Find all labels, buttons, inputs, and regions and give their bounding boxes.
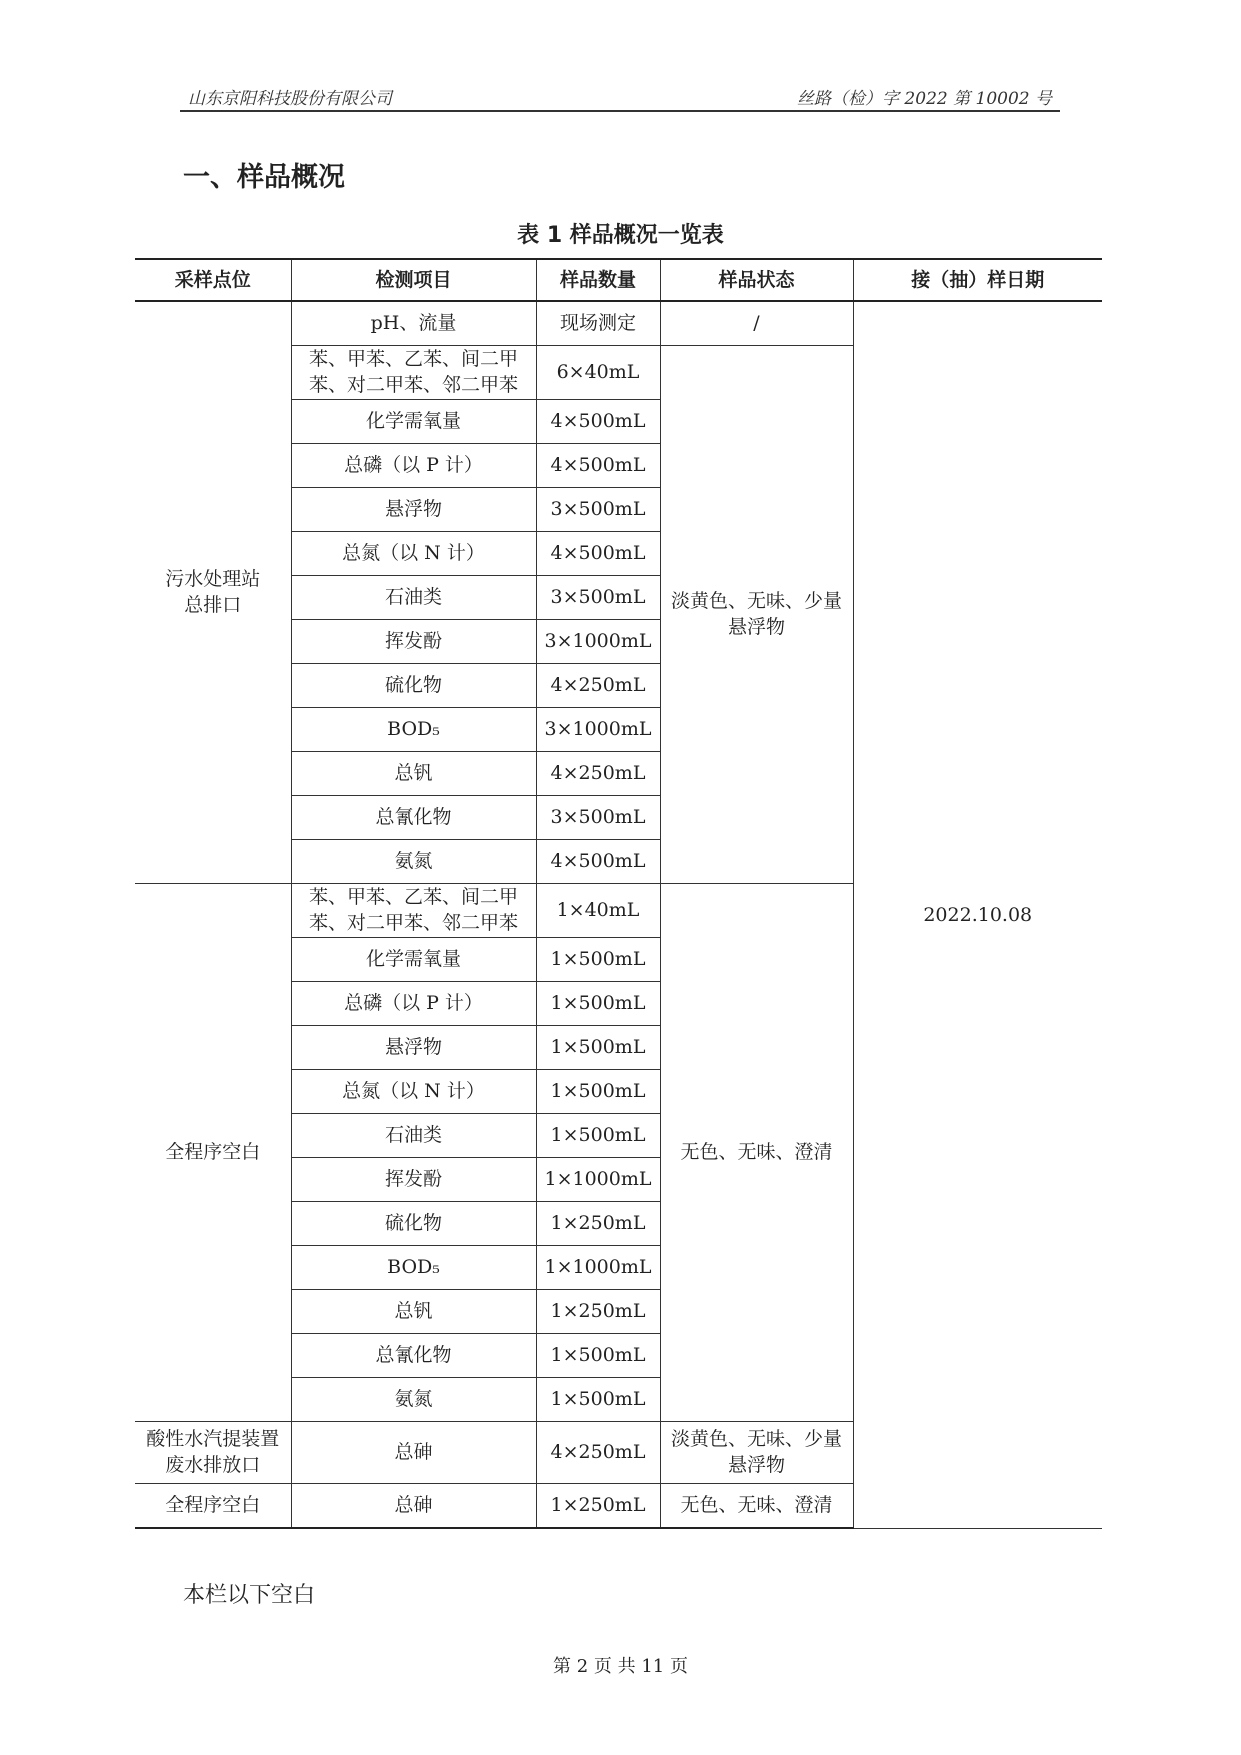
qty-cell: 1×250mL	[536, 1483, 660, 1528]
item-cell: 总钒	[291, 751, 536, 795]
item-cell: 氨氮	[291, 839, 536, 883]
blank-below-note: 本栏以下空白	[183, 1583, 316, 1608]
item-cell: 总磷（以 P 计）	[291, 443, 536, 487]
date-cell: 2022.10.08	[853, 301, 1102, 1528]
item-cell: 悬浮物	[291, 1025, 536, 1069]
item-cell: 氨氮	[291, 1377, 536, 1421]
col-header-site: 采样点位	[135, 259, 291, 301]
qty-cell: 1×250mL	[536, 1289, 660, 1333]
item-cell: 挥发酚	[291, 1157, 536, 1201]
qty-cell: 4×250mL	[536, 663, 660, 707]
qty-cell: 4×250mL	[536, 751, 660, 795]
page-header	[180, 78, 1060, 112]
state-cell: 淡黄色、无味、少量悬浮物	[660, 1421, 853, 1483]
qty-cell: 3×500mL	[536, 575, 660, 619]
document-number: 丝路（检）字 2022 第 10002 号	[797, 89, 1052, 109]
item-cell: 挥发酚	[291, 619, 536, 663]
qty-cell: 4×500mL	[536, 531, 660, 575]
item-cell: 总氰化物	[291, 1333, 536, 1377]
qty-cell: 4×250mL	[536, 1421, 660, 1483]
table-row	[135, 301, 1102, 345]
item-cell: 总磷（以 P 计）	[291, 981, 536, 1025]
item-cell: 总砷	[291, 1483, 536, 1528]
item-cell: 总钒	[291, 1289, 536, 1333]
col-header-item: 检测项目	[291, 259, 536, 301]
item-cell: 化学需氧量	[291, 937, 536, 981]
item-cell: 化学需氧量	[291, 399, 536, 443]
table-header-row	[135, 259, 1102, 301]
qty-cell: 3×1000mL	[536, 619, 660, 663]
item-cell: 苯、甲苯、乙苯、间二甲苯、对二甲苯、邻二甲苯	[291, 883, 536, 937]
qty-cell: 1×500mL	[536, 1069, 660, 1113]
qty-cell: 4×500mL	[536, 839, 660, 883]
col-header-state: 样品状态	[660, 259, 853, 301]
qty-cell: 1×500mL	[536, 1025, 660, 1069]
item-cell: 硫化物	[291, 663, 536, 707]
state-cell: 淡黄色、无味、少量悬浮物	[660, 345, 853, 883]
item-cell: 悬浮物	[291, 487, 536, 531]
qty-cell: 1×1000mL	[536, 1157, 660, 1201]
qty-cell: 6×40mL	[536, 345, 660, 399]
item-cell: 总氮（以 N 计）	[291, 531, 536, 575]
item-cell: BOD₅	[291, 1245, 536, 1289]
qty-cell: 1×500mL	[536, 937, 660, 981]
state-cell: 无色、无味、澄清	[660, 883, 853, 1421]
state-cell: /	[660, 301, 853, 345]
qty-cell: 1×500mL	[536, 1113, 660, 1157]
qty-cell: 现场测定	[536, 301, 660, 345]
col-header-date: 接（抽）样日期	[853, 259, 1102, 301]
qty-cell: 3×500mL	[536, 795, 660, 839]
site-cell: 污水处理站 总排口	[135, 301, 291, 883]
qty-cell: 4×500mL	[536, 443, 660, 487]
item-cell: pH、流量	[291, 301, 536, 345]
qty-cell: 1×500mL	[536, 981, 660, 1025]
site-cell: 酸性水汽提装置废水排放口	[135, 1421, 291, 1483]
item-cell: 总砷	[291, 1421, 536, 1483]
sample-overview-table	[135, 258, 1102, 1529]
item-cell: 石油类	[291, 1113, 536, 1157]
item-cell: 硫化物	[291, 1201, 536, 1245]
item-cell: 苯、甲苯、乙苯、间二甲苯、对二甲苯、邻二甲苯	[291, 345, 536, 399]
item-cell: 总氰化物	[291, 795, 536, 839]
col-header-qty: 样品数量	[536, 259, 660, 301]
qty-cell: 1×500mL	[536, 1377, 660, 1421]
qty-cell: 1×1000mL	[536, 1245, 660, 1289]
table-title: 表 1 样品概况一览表	[517, 223, 724, 248]
qty-cell: 3×500mL	[536, 487, 660, 531]
qty-cell: 3×1000mL	[536, 707, 660, 751]
qty-cell: 1×40mL	[536, 883, 660, 937]
qty-cell: 1×250mL	[536, 1201, 660, 1245]
qty-cell: 1×500mL	[536, 1333, 660, 1377]
section-title: 一、样品概况	[183, 162, 345, 193]
qty-cell: 4×500mL	[536, 399, 660, 443]
item-cell: 石油类	[291, 575, 536, 619]
page-footer: 第 2 页 共 11 页	[553, 1656, 688, 1677]
state-cell: 无色、无味、澄清	[660, 1483, 853, 1528]
site-cell: 全程序空白	[135, 1483, 291, 1528]
company-name: 山东京阳科技股份有限公司	[188, 89, 392, 109]
item-cell: BOD₅	[291, 707, 536, 751]
site-cell: 全程序空白	[135, 883, 291, 1421]
item-cell: 总氮（以 N 计）	[291, 1069, 536, 1113]
